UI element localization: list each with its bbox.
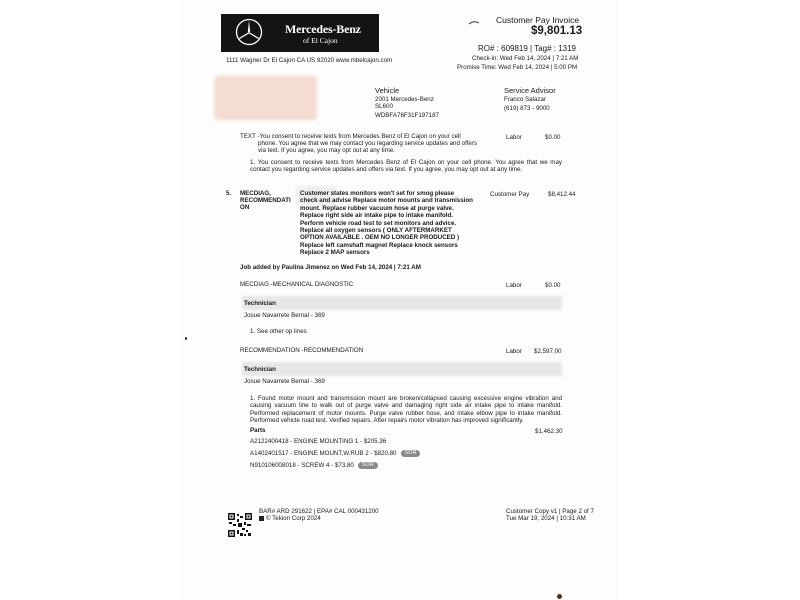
sor-badge: SOR — [401, 450, 421, 457]
technician-band — [242, 296, 562, 310]
recommendation-amount: $2,597.00 — [534, 348, 562, 355]
invoice-title: Customer Pay Invoice — [496, 15, 580, 25]
concern-line: check and advise Replace motor mounts and transmission — [300, 197, 473, 205]
vehicle-vin: WDBFA76F31F197187 — [375, 112, 439, 119]
part-line — [250, 450, 420, 458]
job-title-1: MECDIAG, — [240, 190, 271, 197]
vehicle-heading: Vehicle — [375, 86, 400, 95]
job-title-3: ON — [240, 204, 250, 211]
job-pay-type: Customer Pay — [490, 191, 530, 198]
vehicle-model: SL600 — [375, 103, 393, 110]
scan-speck — [185, 337, 187, 340]
job-number: 5. — [226, 190, 232, 197]
concern-line: Replace right side air intake pipe to intake manifold. — [300, 212, 454, 220]
text-consent-code: TEXT -You consent to receive texts from Mercedes Benz of El Cajon on your cell — [240, 133, 461, 140]
advisor-phone: (619) 873 - 9000 — [504, 105, 550, 112]
text-consent-line3: via text. If you agree, you may opt out at any time. — [258, 147, 395, 154]
fold-mark-icon — [468, 18, 480, 28]
job-amount: $8,412.44 — [548, 191, 576, 198]
advisor-heading: Service Advisor — [504, 86, 556, 95]
copyright-text: © Tekion Corp 2024 — [266, 515, 321, 522]
mecdiag-tech-name: Josue Navarrete Bernal - 369 — [244, 312, 325, 319]
bar-epa-line: BAR# ARD 291622 | EPA# CAL 000431200 — [259, 508, 379, 515]
recommendation-pay-type: Labor — [506, 348, 522, 355]
technician-band — [242, 362, 562, 376]
ro-tag-line: RO# : 609819 | Tag# : 1319 — [478, 44, 577, 53]
job-concern — [300, 190, 480, 257]
mecdiag-tech-heading: Technician — [244, 300, 276, 307]
dealer-address: 1111 Wagner Dr El Cajon CA US 92020 www.mbelcajon.com — [226, 57, 393, 64]
part-line — [250, 438, 386, 445]
scan-speck — [557, 594, 562, 599]
promise-time: Promise Time: Wed Feb 14, 2024 | 5:00 PM — [457, 64, 578, 71]
dealer-logo — [221, 14, 379, 52]
mecdiag-amount: $0.00 — [545, 282, 561, 289]
concern-line: Perform vehicle road test to set monitors and advice. — [300, 219, 457, 227]
concern-line: mount. Replace rubber vacuum hose at purge valve. — [300, 204, 454, 212]
page-copy-line: Customer Copy v1 | Page 2 of 7 — [506, 508, 594, 515]
brand-name: Mercedes-Benz — [285, 22, 361, 36]
copyright-line — [259, 515, 321, 522]
advisor-name: Franco Salazar — [504, 96, 546, 103]
concern-line: OPTION AVAILABLE . OEM NO LONGER PRODUCED ) — [300, 234, 460, 242]
recommendation-note: 1. Found motor mount and transmission mount are broken/collapsed causing excessive engine vibration and causing vacuum line to walk out of purge valve and damaging right side air intake pipe to intake manifold. Performed replacement of motor mounts. Purge valve rubber hose, and intake elbow pipe to intake manifold. Performed vehicle road test. Verified repairs. After repairs motor vibration has improved significantly. — [250, 395, 562, 425]
text-consent-pay-type: Labor — [506, 134, 522, 141]
mecdiag-code: MECDIAG -MECHANICAL DIAGNOSTIC — [240, 281, 354, 288]
parts-heading: Parts — [250, 427, 266, 434]
checkin-time: Check-in: Wed Feb 14, 2024 | 7:21 AM — [472, 55, 579, 62]
vehicle-year-make: 2001 Mercedes-Benz — [375, 96, 434, 103]
invoice-total: $9,801.13 — [531, 25, 583, 37]
text-consent-amount: $0.00 — [545, 134, 561, 141]
text-consent-note: 1. You consent to receive texts from Mercedes Benz of El Cajon on your cell phone. You agree that we may contact you regarding service updates and offers via text. If you agree, you may opt out at any time. — [250, 159, 562, 174]
recommendation-tech-heading: Technician — [244, 366, 276, 373]
recommendation-tech-name: Josue Navarrete Bernal - 369 — [244, 378, 325, 385]
concern-line: Replace all oxygen sensors ( ONLY AFTERMARKET — [300, 227, 452, 235]
mecdiag-note: 1. See other op lines — [250, 328, 307, 335]
part-line — [250, 462, 378, 470]
concern-line: Customer states monitors won't set for smog please — [300, 190, 455, 197]
tekion-logo-icon — [259, 516, 264, 521]
print-date-line: Tue Mar 19, 2024 | 10:31 AM — [506, 515, 586, 522]
part-text: A2122400418 - ENGINE MOUNTING 1 - $205.36 — [250, 438, 387, 445]
mercedes-star-icon — [235, 18, 263, 46]
redacted-customer-info — [214, 76, 317, 120]
parts-total: $1,462.30 — [535, 428, 563, 435]
sor-badge: SOR — [358, 462, 378, 469]
job-added-by: Job added by Paulina Jimenez on Wed Feb 14, 2024 | 7:21 AM — [240, 264, 421, 271]
job-title-2: RECOMMENDATI — [240, 197, 291, 204]
concern-line: Replace left camshaft magnet Replace knock sensors — [300, 241, 458, 249]
concern-line: Replace 2 MAP sensors — [300, 249, 370, 257]
part-text: A1402401517 - ENGINE MOUNT,W.RUB 2 - $820.80 — [250, 450, 397, 458]
mecdiag-pay-type: Labor — [506, 282, 522, 289]
text-consent-line2: phone. You agree that we may contact you regarding service updates and offers — [258, 140, 477, 147]
recommendation-code: RECOMMENDATION -RECOMMENDATION — [240, 347, 364, 354]
qr-code-icon — [228, 513, 252, 537]
part-text: N910106008018 - SCREW 4 - $73.80 — [250, 462, 354, 470]
brand-sub: of El Cajon — [303, 36, 338, 45]
